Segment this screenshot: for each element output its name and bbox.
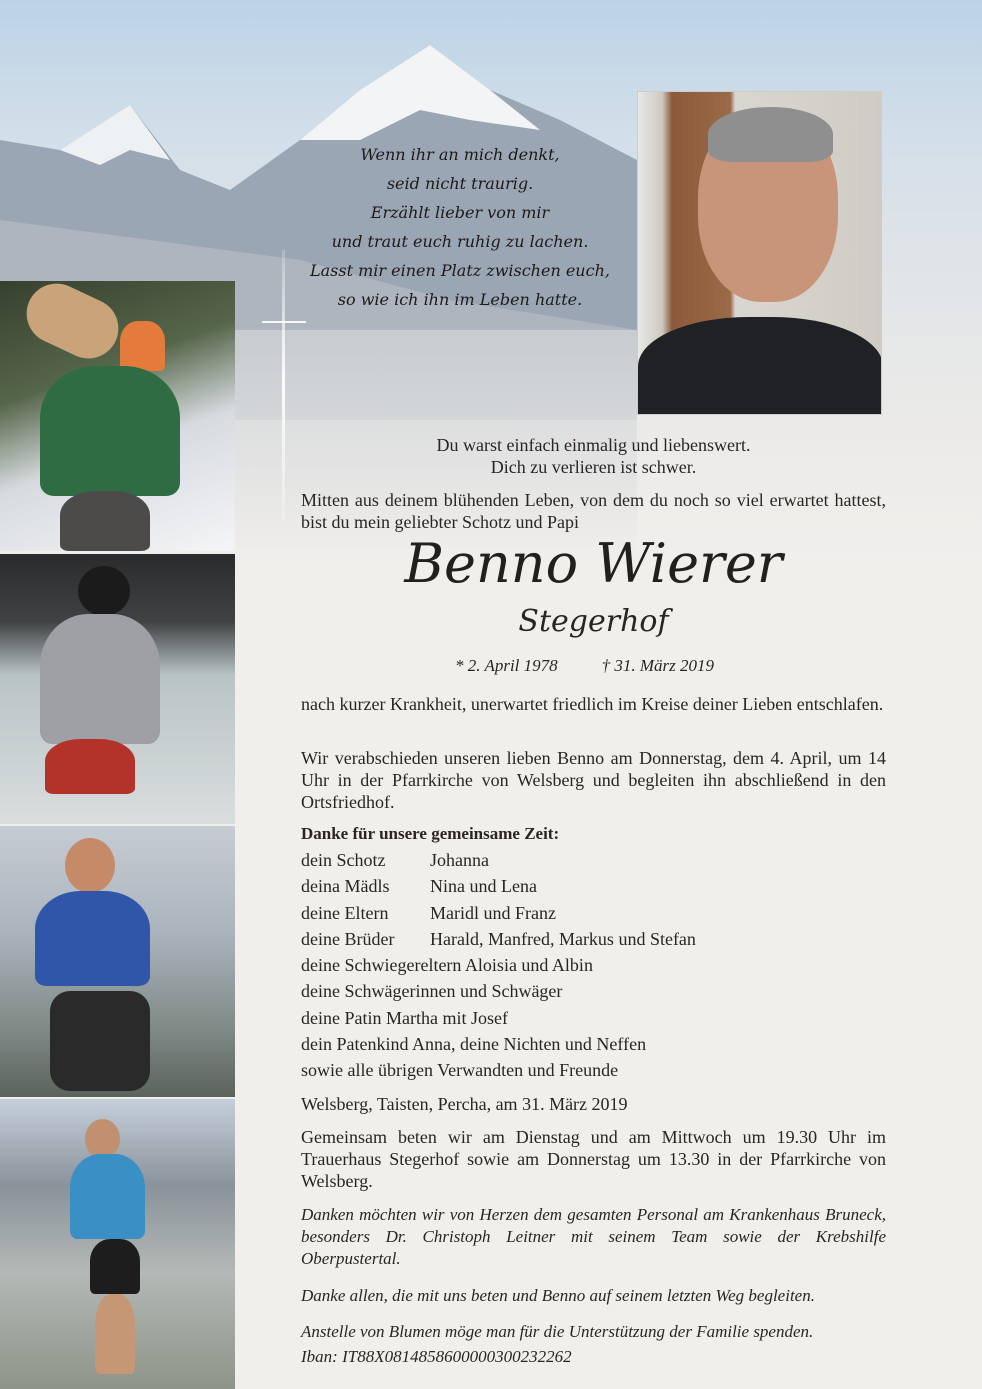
family-label: deine Eltern <box>301 902 389 923</box>
poem-line: Lasst mir einen Platz zwischen euch, <box>310 261 610 280</box>
family-row <box>301 1005 696 1031</box>
family-row <box>301 978 696 1004</box>
iban: Iban: IT88X0814858600000300232262 <box>301 1347 572 1366</box>
family-label: deine Brüder <box>301 928 395 949</box>
family-label: dein Schotz <box>301 850 386 870</box>
hospital-thanks: Danken möchten wir von Herzen dem gesamten Personal am Krankenhaus Bruneck, besonders Dr. Christoph Leitner mit seinem Team sowie der Krebshilfe Oberpustertal. <box>301 1205 886 1268</box>
family-row <box>301 873 696 899</box>
place-date: Welsberg, Taisten, Percha, am 31. März 2019 <box>301 1094 628 1114</box>
family-list <box>301 847 696 1084</box>
poem-line: seid nicht traurig. <box>386 174 534 193</box>
intro-line: Du warst einfach einmalig und liebenswert. <box>436 435 751 455</box>
family-row <box>301 926 696 952</box>
funeral-text: Wir verabschieden unseren lieben Benno am Donnerstag, dem 4. April, um 14 Uhr in der Pfarrkirche von Welsberg und begleiten ihn abschließend in den Ortsfriedhof. <box>301 748 886 812</box>
family-row <box>301 900 696 926</box>
family-label: deine Patin Martha mit Josef <box>301 1007 508 1028</box>
poem-line: Erzählt lieber von mir <box>370 203 550 222</box>
photo-hockey <box>0 554 235 824</box>
family-names: Nina und Lena <box>430 876 537 897</box>
portrait-photo <box>637 91 882 415</box>
life-dates <box>455 656 758 676</box>
family-label: deine Schwägerinnen und Schwäger <box>301 981 563 1002</box>
family-row <box>301 952 696 978</box>
donation-text: Anstelle von Blumen möge man für die Unterstützung der Familie spenden. <box>301 1322 814 1341</box>
family-names: Maridl und Franz <box>430 902 556 923</box>
intro-lines <box>301 434 886 478</box>
family-names: Harald, Manfred, Markus und Stefan <box>430 928 696 949</box>
family-row <box>301 1031 696 1057</box>
deceased-name: Benno Wierer <box>404 532 783 595</box>
poem-line: und traut euch ruhig zu lachen. <box>331 232 589 251</box>
family-label: dein Patenkind Anna, deine Nichten und Neffen <box>301 1034 647 1055</box>
farm-name: Stegerhof <box>518 604 669 639</box>
cross-icon <box>282 250 285 520</box>
photo-hiking <box>0 1099 235 1389</box>
family-row <box>301 847 696 873</box>
family-names: Johanna <box>430 850 489 870</box>
family-row <box>301 1057 696 1083</box>
death-date: † 31. März 2019 <box>601 656 715 675</box>
intro-paragraph: Mitten aus deinem blühenden Leben, von dem du noch so viel erwartet hattest, bist du mein geliebter Schotz und Papi <box>301 490 886 532</box>
family-label: deine Schwiegereltern Aloisia und Albin <box>301 955 593 976</box>
birth-date: * 2. April 1978 <box>455 656 558 675</box>
prayer-text: Gemeinsam beten wir am Dienstag und am Mittwoch um 19.30 Uhr im Trauerhaus Stegerhof sowie am Donnerstag um 13.30 in der Pfarrkirche von Welsberg. <box>301 1127 886 1191</box>
photo-carrying-log <box>0 281 235 551</box>
thanks-heading: Danke für unsere gemeinsame Zeit: <box>301 824 560 843</box>
cross-bar <box>262 321 306 323</box>
family-label: deina Mädls <box>301 876 390 897</box>
poem-line: so wie ich ihn im Leben hatte. <box>337 290 583 309</box>
death-text: nach kurzer Krankheit, unerwartet friedlich im Kreise deiner Lieben entschlafen. <box>301 694 884 714</box>
poem-line: Wenn ihr an mich denkt, <box>360 145 560 164</box>
final-thanks: Danke allen, die mit uns beten und Benno auf seinem letzten Weg begleiten. <box>301 1286 815 1305</box>
family-label: sowie alle übrigen Verwandten und Freunde <box>301 1060 619 1081</box>
intro-line: Dich zu verlieren ist schwer. <box>490 457 697 477</box>
photo-cycling <box>0 826 235 1097</box>
poem <box>300 140 620 314</box>
